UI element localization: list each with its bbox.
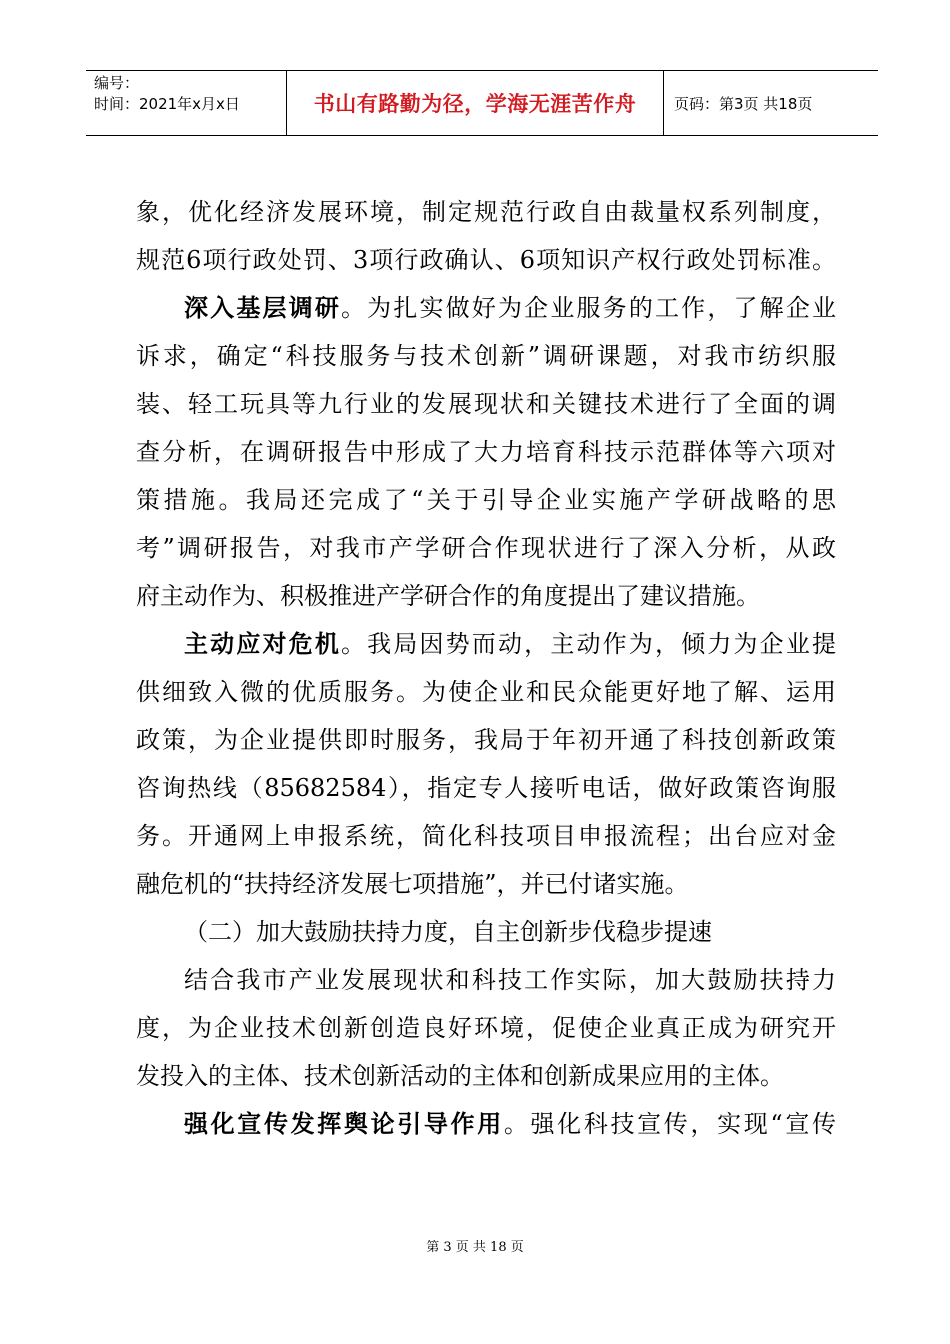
- document-body: [136, 188, 836, 1148]
- page-footer: 第 3 页 共 18 页: [426, 1240, 524, 1255]
- text-line: 考”调研报告，对我市产学研合作现状进行了深入分析，从政: [136, 534, 836, 562]
- paragraph-first-line: [136, 284, 836, 332]
- paragraph-first-line: [136, 620, 836, 668]
- header-motto: 书山有路勤为径，学海无涯苦作舟: [286, 71, 664, 135]
- page-header: [86, 70, 878, 136]
- text-line: 发投入的主体、技术创新活动的主体和创新成果应用的主体。: [136, 1062, 784, 1090]
- text-line: 咨询热线（85682584），指定专人接听电话，做好政策咨询服: [136, 774, 836, 802]
- text-line: 务。开通网上申报系统，简化科技项目申报流程；出台应对金: [136, 822, 836, 850]
- header-meta: [86, 71, 286, 135]
- text-line: 度，为企业技术创新创造良好环境，促使企业真正成为研究开: [136, 1014, 836, 1042]
- text-line: 府主动作为、积极推进产学研合作的角度提出了建议措施。: [136, 582, 760, 610]
- text-line: 结合我市产业发展现状和科技工作实际，加大鼓励扶持力: [184, 966, 836, 994]
- text-line: 诉求，确定“科技服务与技术创新”调研课题，对我市纺织服: [136, 342, 836, 370]
- text-line: 装、轻工玩具等九行业的发展现状和关键技术进行了全面的调: [136, 390, 836, 418]
- time-label: 时间：2021年x月x日: [94, 95, 240, 113]
- paragraph-heading: 强化宣传发挥舆论引导作用: [184, 1110, 504, 1138]
- text-line: 政策，为企业提供即时服务，我局于年初开通了科技创新政策: [136, 726, 836, 754]
- number-label: 编号：: [94, 74, 140, 92]
- section-title: （二）加大鼓励扶持力度，自主创新步伐稳步提速: [184, 918, 712, 946]
- text-span: 。强化科技宣传，实现“宣传: [503, 1110, 836, 1138]
- header-page-info: 页码：第3页 共18页: [674, 94, 813, 113]
- paragraph-heading: 主动应对危机: [184, 630, 341, 658]
- text-line: 规范6项行政处罚、3项行政确认、6项知识产权行政处罚标准。: [136, 246, 836, 274]
- text-span: 。为扎实做好为企业服务的工作，了解企业: [341, 294, 836, 322]
- text-line: 策措施。我局还完成了“关于引导企业实施产学研战略的思: [136, 486, 836, 514]
- paragraph-first-line: [136, 1100, 836, 1148]
- text-span: 。我局因势而动，主动作为，倾力为企业提: [341, 630, 836, 658]
- text-line: 供细致入微的优质服务。为使企业和民众能更好地了解、运用: [136, 678, 836, 706]
- text-line: 融危机的“扶持经济发展七项措施”，并已付诸实施。: [136, 870, 689, 898]
- text-line: 查分析，在调研报告中形成了大力培育科技示范群体等六项对: [136, 438, 836, 466]
- text-line: 象，优化经济发展环境，制定规范行政自由裁量权系列制度，: [136, 198, 836, 226]
- paragraph-heading: 深入基层调研: [184, 294, 341, 322]
